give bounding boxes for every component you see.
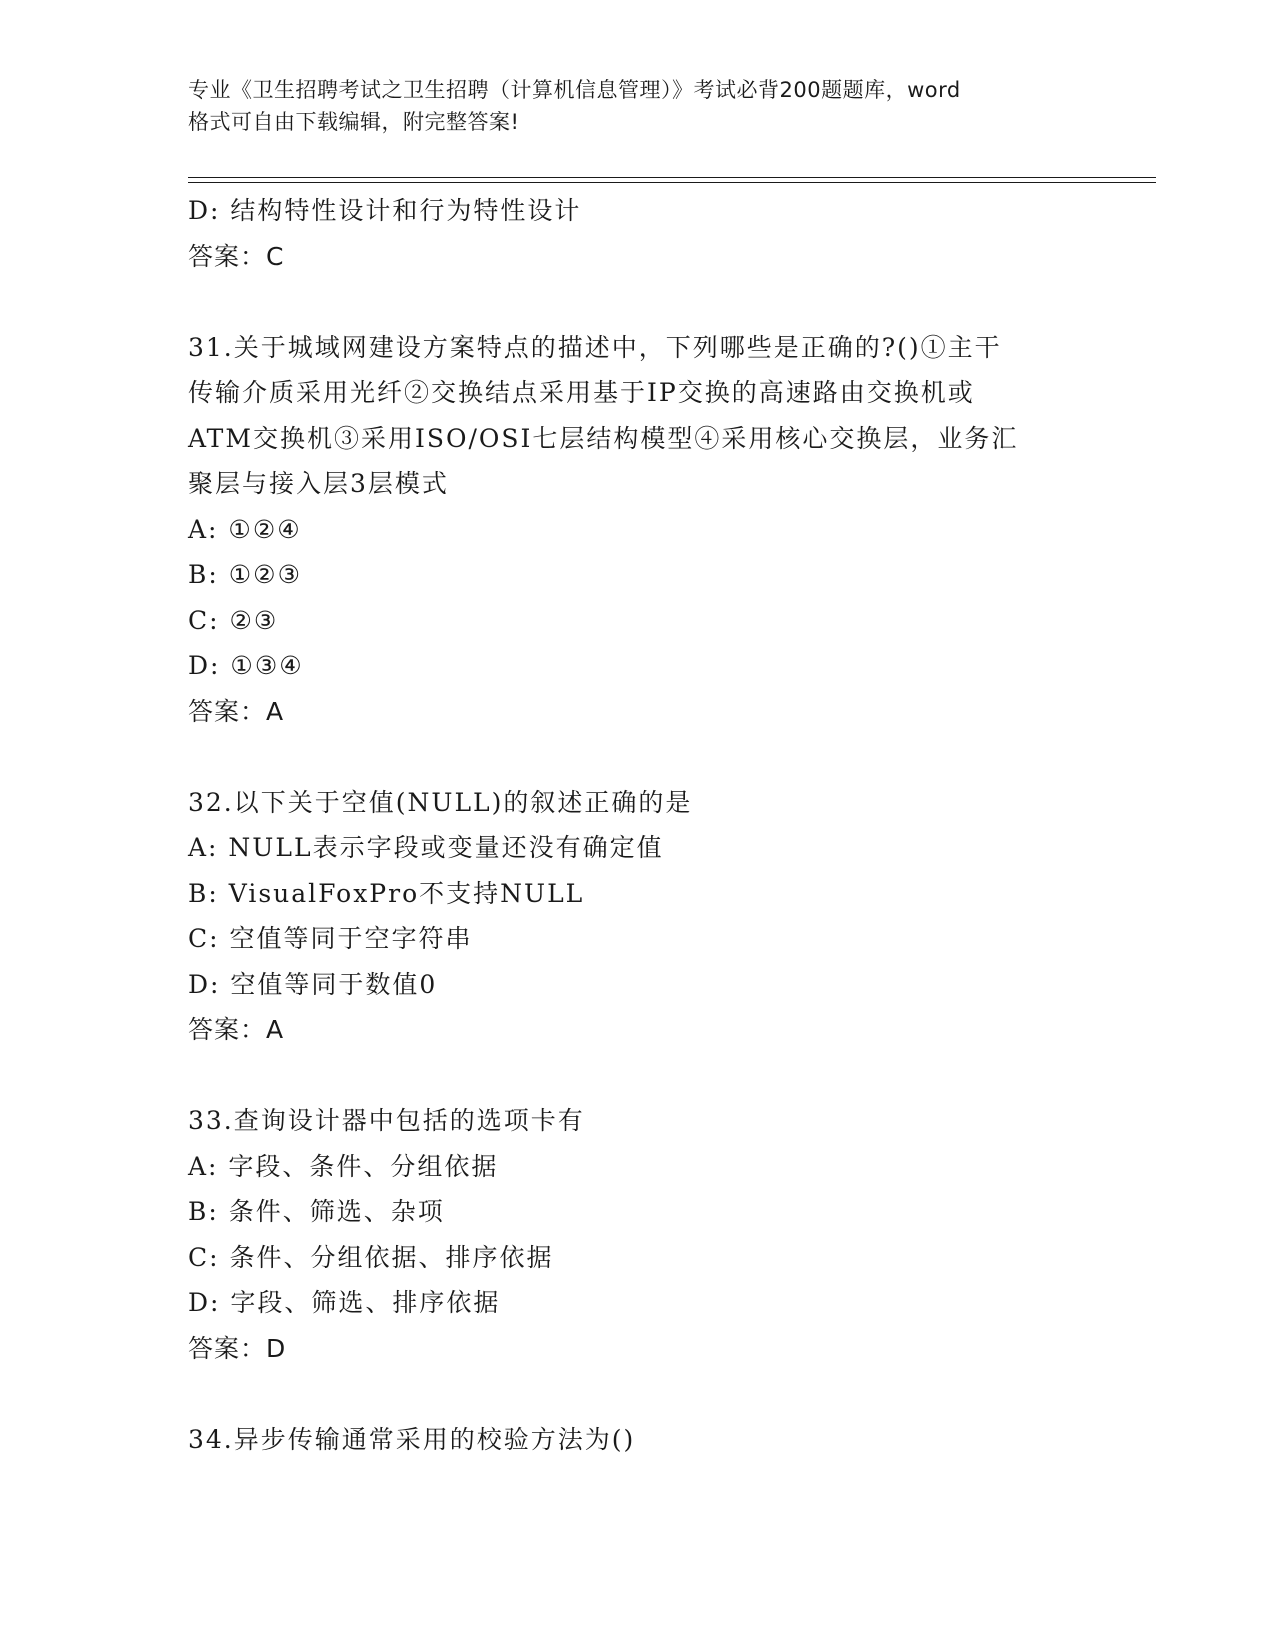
header-line-2: 格式可自由下载编辑，附完整答案! [188, 110, 520, 134]
spacer [188, 1053, 1088, 1099]
option-d: D: 空值等同于数值0 [188, 969, 438, 999]
spacer [188, 1371, 1088, 1417]
option-c: C: ②③ [188, 605, 279, 635]
option-a: A: 字段、条件、分组依据 [188, 1151, 499, 1181]
option-d: D: ①③④ [188, 651, 304, 680]
option-d: D: 结构特性设计和行为特性设计 [188, 196, 582, 225]
answer-line: 答案：A [188, 696, 285, 726]
option-a: A: NULL表示字段或变量还没有确定值 [188, 833, 664, 862]
answer-line: 答案：D [188, 1333, 287, 1363]
question-stem: 32.以下关于空值(NULL)的叙述正确的是 [188, 787, 693, 817]
question-block-34 [188, 1417, 1088, 1463]
header-line-1: 专业《卫生招聘考试之卫生招聘（计算机信息管理）》考试必背200题题库，word [188, 78, 961, 102]
header-divider-bottom [188, 182, 1156, 183]
document-header [188, 74, 1088, 138]
question-block-33 [188, 1098, 1088, 1371]
option-a: A: ①②④ [188, 514, 302, 544]
question-block-32 [188, 780, 1088, 1053]
answer-line: 答案：A [188, 1015, 285, 1044]
answer-line: 答案：C [188, 241, 285, 271]
option-b: B: ①②③ [188, 560, 302, 589]
question-block-31 [188, 325, 1088, 735]
option-b: B: 条件、筛选、杂项 [188, 1197, 445, 1226]
header-divider-top [188, 177, 1156, 178]
question-stem: 33.查询设计器中包括的选项卡有 [188, 1106, 585, 1135]
option-c: C: 条件、分组依据、排序依据 [188, 1242, 554, 1272]
spacer [188, 734, 1088, 780]
spacer [188, 279, 1088, 325]
question-stem: 34.异步传输通常采用的校验方法为() [188, 1424, 636, 1454]
question-stem: ATM交换机③采用ISO/OSI七层结构模型④采用核心交换层，业务汇 [188, 423, 1019, 453]
question-stem: 31.关于城域网建设方案特点的描述中，下列哪些是正确的?()①主干 [188, 332, 1002, 362]
question-stem: 聚层与接入层3层模式 [188, 469, 449, 498]
option-c: C: 空值等同于空字符串 [188, 924, 473, 953]
option-b: B: VisualFoxPro不支持NULL [188, 878, 585, 908]
option-d: D: 字段、筛选、排序依据 [188, 1288, 501, 1317]
question-list [188, 188, 1088, 1462]
question-stem: 传输介质采用光纤②交换结点采用基于IP交换的高速路由交换机或 [188, 378, 975, 407]
question-block-prev [188, 188, 1088, 279]
